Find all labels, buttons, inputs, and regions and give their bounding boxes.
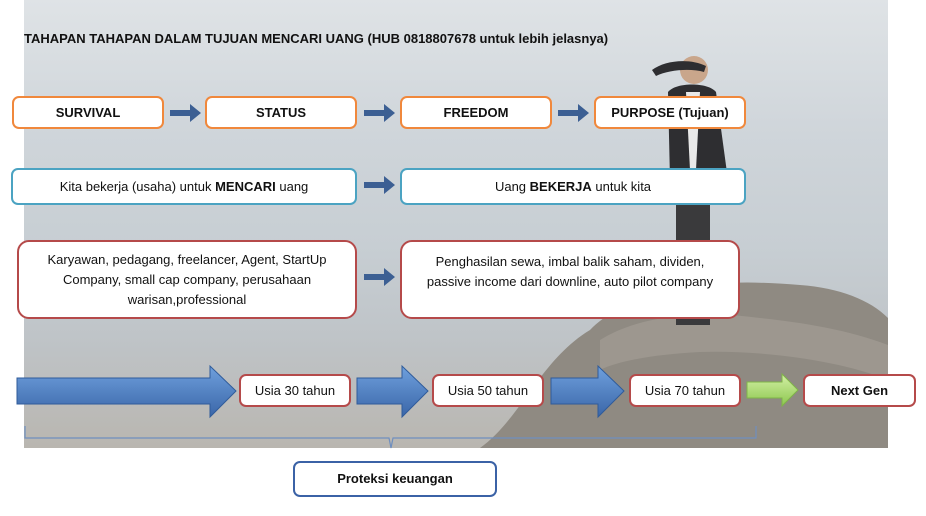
passive-income-box: Penghasilan sewa, imbal balik saham, dividen, passive income dari downline, auto pilot company <box>400 240 740 319</box>
page-title: TAHAPAN TAHAPAN DALAM TUJUAN MENCARI UANG (HUB 0818807678 untuk lebih jelasnya) <box>24 31 609 46</box>
arrow-stage-1 <box>170 104 201 122</box>
timeline-bracket <box>25 426 756 448</box>
stage-survival: SURVIVAL <box>12 96 164 129</box>
age-30-box: Usia 30 tahun <box>239 374 351 407</box>
active-income-box: Karyawan, pedagang, freelancer, Agent, StartUp Company, small cap company, perusahaan warisan,professional <box>17 240 357 319</box>
work-right-pre: Uang <box>494 178 530 194</box>
work-left-post: uang <box>275 178 309 194</box>
arrow-work-row <box>364 176 395 194</box>
stage-status: STATUS <box>205 96 357 129</box>
work-left-pre: Kita bekerja (usaha) untuk <box>59 178 216 194</box>
timeline-arrow-2 <box>357 366 428 417</box>
next-gen-box: Next Gen <box>803 374 916 407</box>
work-right-bold: BEKERJA <box>529 178 592 194</box>
stage-freedom: FREEDOM <box>400 96 552 129</box>
arrow-stage-3 <box>558 104 589 122</box>
stage-purpose: PURPOSE (Tujuan) <box>594 96 746 129</box>
arrow-stage-2 <box>364 104 395 122</box>
work-right-post: untuk kita <box>591 178 652 194</box>
timeline-arrow-green <box>747 374 798 406</box>
work-left-bold: MENCARI <box>215 178 276 194</box>
age-70-box: Usia 70 tahun <box>629 374 741 407</box>
age-50-box: Usia 50 tahun <box>432 374 544 407</box>
financial-protection-box: Proteksi keuangan <box>293 461 497 497</box>
timeline-arrow-1 <box>17 366 236 417</box>
arrow-income-row <box>364 268 395 286</box>
timeline-arrow-3 <box>551 366 624 417</box>
